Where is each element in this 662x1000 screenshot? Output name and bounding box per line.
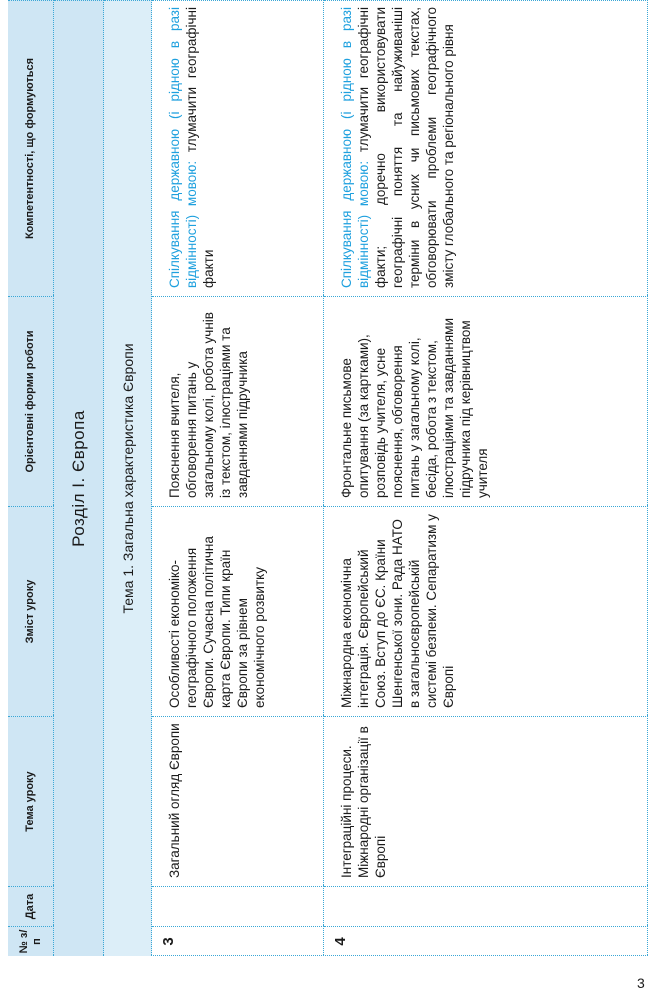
page-number: 3 xyxy=(637,975,645,991)
row-3-competence xyxy=(152,0,324,296)
row-4-competence-highlight: Спілкування державною (і рідною в разі відмінності) мовою: xyxy=(339,7,371,288)
header-topic: Тема уроку xyxy=(8,716,54,886)
row-3-competence-text: тлумачити географічні факти xyxy=(184,7,216,288)
row-4-forms: Фронтальне письмове опитування (за картками), розповідь учителя, усне пояснення, обговорення питань у загальному колі, бесіда, робота з текстом, ілюстраціями та завданнями підручника під керівництвом учителя xyxy=(324,296,648,506)
row-4-date xyxy=(324,886,648,926)
header-num: № з/п xyxy=(8,926,54,956)
row-3-topic: Загальний огляд Європи xyxy=(152,716,324,886)
header-date: Дата xyxy=(8,886,54,926)
row-3-forms: Пояснення вчителя, обговорення питань у загальному колі, робота учнів із текстом, ілюстраціями та завданнями підручника xyxy=(152,296,324,506)
row-3-competence-highlight: Спілкування державною (і рідною в разі відмінності) мовою: xyxy=(167,7,199,288)
row-4-num: 4 xyxy=(324,926,648,956)
rotated-table xyxy=(8,0,648,956)
header-competence: Компетентності, що формуються xyxy=(8,0,54,296)
row-4-competence xyxy=(324,0,648,296)
row-4-competence-text: тлумачити географічні факти; доречно використовувати географічні поняття та найуживаніші терміни в усних чи письмових текстах, обговорювати проблеми географічного змісту глобального та регіонального рівня xyxy=(356,7,456,288)
row-3-content: Особливості економіко-географічного положення Європи. Сучасна політична карта Європи. Типи країн Європи за рівнем економічного розвитку xyxy=(152,506,324,716)
topic-title-text: Тема 1. Загальна характеристика Європи xyxy=(119,343,136,614)
topic-title xyxy=(104,0,152,956)
row-4-content: Міжнародна економічна інтеграція. Європейський Союз. Вступ до ЄС. Країни Шенгенської зони. Рада НАТО в загальноєвропейській системі безпеки. Сепаратизм у Європі xyxy=(324,506,648,716)
row-3-num: 3 xyxy=(152,926,324,956)
row-4-topic: Інтеграційні процеси. Міжнародні організації в Європі xyxy=(324,716,648,886)
section-title-text: Розділ І. Європа xyxy=(68,410,88,547)
header-forms: Орієнтовні форми роботи xyxy=(8,296,54,506)
row-3-date xyxy=(152,886,324,926)
header-content: Зміст уроку xyxy=(8,506,54,716)
section-title xyxy=(54,0,104,956)
